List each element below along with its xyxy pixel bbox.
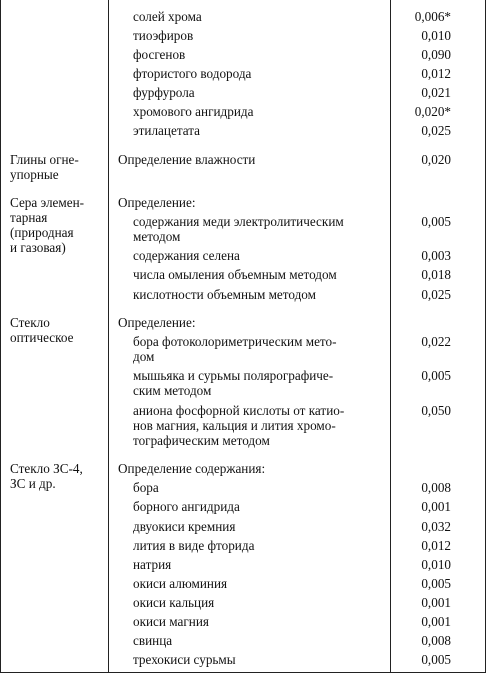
value-cell: 0,012 [421,538,451,553]
material-name-line: тарная [10,210,48,225]
method-line: двуокиси кремния [133,519,236,534]
value-cell: 0,020 [421,152,451,167]
value-cell: 0,032 [421,519,451,534]
value-cell: 0,025 [421,123,451,138]
value-cell: 0,025 [421,287,451,302]
value-cell: 0,090 [421,47,451,62]
method-line: аниона фосфорной кислоты от катио- [133,403,345,418]
method-line: окиси кальция [133,595,215,610]
method-line: ским методом [133,383,212,398]
method-heading: Определение: [118,315,196,330]
material-name-line: Стекло [10,315,50,330]
method-heading: Определение: [118,195,196,210]
method-line: хромового ангидрида [133,104,254,119]
value-cell: 0,008 [421,480,451,495]
method-line: содержания селена [133,248,240,263]
material-name-line: упорные [10,167,59,182]
material-name-line: (природная [10,225,74,240]
material-name-line: ЗС и др. [10,476,56,491]
table-border-left [0,0,1,673]
method-line: кислотности объемным методом [133,287,316,302]
value-cell: 0,005 [421,214,451,229]
method-line: борного ангидрида [133,499,240,514]
method-line: трехокиси сурьмы [133,652,236,667]
value-cell: 0,020* [414,104,451,119]
method-line: окиси магния [133,614,209,629]
method-line: натрия [133,557,172,572]
method-line: методом [133,229,181,244]
value-cell: 0,010 [421,28,451,43]
method-heading: Определение содержания: [118,461,266,476]
value-cell: 0,008 [421,633,451,648]
value-cell: 0,005 [421,368,451,383]
method-line: лития в виде фторида [133,538,255,553]
value-cell: 0,010 [421,557,451,572]
value-cell: 0,022 [421,334,451,349]
value-cell: 0,021 [421,85,451,100]
value-cell: 0,005 [421,576,451,591]
method-line: бора фотоколориметрическим мето- [133,334,337,349]
method-line: нов магния, кальция и лития хромо- [133,418,336,433]
method-line: солей хрома [133,9,202,24]
method-line: содержания меди электролитическим [133,214,344,229]
method-line: фосгенов [133,47,186,62]
material-name-line: оптическое [10,330,74,345]
method-heading: Определение влажности [118,152,256,167]
method-line: фтористого водорода [133,66,252,81]
value-cell: 0,001 [421,499,451,514]
method-line: этилацетата [133,123,201,138]
method-line: окиси алюминия [133,576,228,591]
material-name-line: Стекло ЗС-4, [10,461,83,476]
method-line: бора [133,480,159,495]
value-cell: 0,005 [421,652,451,667]
value-cell: 0,018 [421,267,451,282]
method-line: числа омыления объемным методом [133,267,337,282]
column-divider-1 [108,0,109,673]
method-line: дом [133,349,155,364]
value-cell: 0,001 [421,595,451,610]
value-cell: 0,001 [421,614,451,629]
material-name-line: Сера элемен- [10,195,85,210]
material-name-line: Глины огне- [10,152,79,167]
value-cell: 0,003 [421,248,451,263]
value-cell: 0,012 [421,66,451,81]
method-line: тиоэфиров [133,28,194,43]
material-name-line: и газовая) [10,240,66,255]
column-divider-2 [390,0,391,673]
value-cell: 0,006* [414,9,451,24]
method-line: мышьяка и сурьмы полярографиче- [133,368,334,383]
method-line: тографическим методом [133,433,270,448]
method-line: свинца [133,633,173,648]
value-cell: 0,050 [421,403,451,418]
method-line: фурфурола [133,85,195,100]
